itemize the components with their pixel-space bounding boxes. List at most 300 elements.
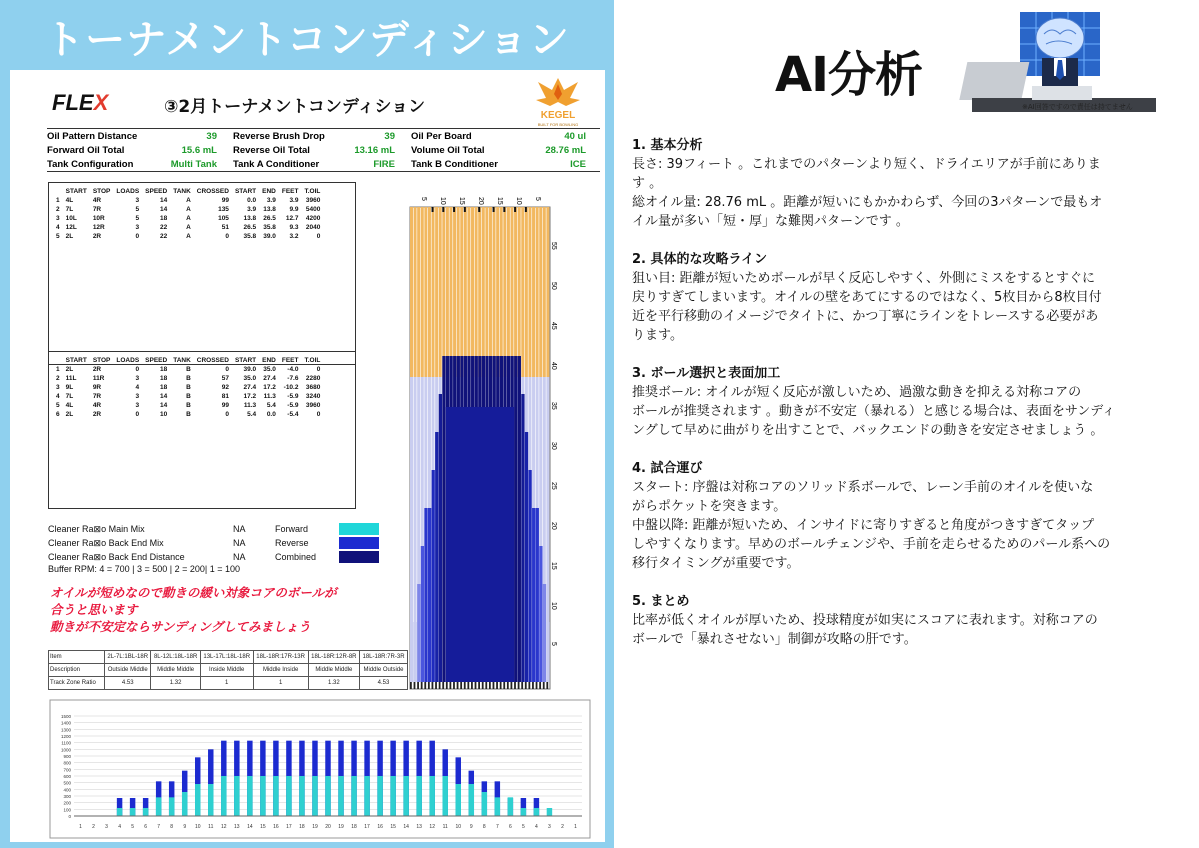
table-cell: B — [186, 384, 191, 391]
note-line: 動きが不安定ならサンディングしてみましょう — [50, 619, 311, 634]
table-cell: 27.4 — [263, 375, 276, 382]
board-reverse-strip — [536, 508, 539, 682]
board-marker — [453, 682, 455, 689]
y-tick-label: 500 — [63, 780, 71, 786]
bar-forward — [195, 784, 200, 816]
ai-analysis-title: AI分析 — [775, 47, 923, 103]
table-cell: 5 — [135, 206, 140, 213]
table-cell: 14 — [159, 393, 168, 400]
board-forward-strip — [453, 207, 456, 377]
param-value: FIRE — [373, 158, 395, 170]
board-forward-strip — [525, 207, 528, 377]
x-tick-label: 5 — [521, 824, 525, 830]
board-forward-strip — [449, 207, 452, 377]
table-row — [53, 196, 323, 205]
cleaner-label: Cleaner Ra⊠o Main Mix — [48, 523, 145, 534]
section-line: 近を平行移動のイメージでタイトに、かつ丁寧にラインをトレースする必要があ — [632, 309, 1099, 324]
table-cell: -5.4 — [287, 411, 299, 418]
param-label: Volume Oil Total — [411, 144, 485, 156]
board-forward-strip — [478, 207, 481, 377]
table-cell: 1 — [56, 366, 60, 373]
table-cell: A — [186, 206, 191, 213]
distance-tick: 50 — [550, 282, 557, 290]
table-cell: 11R — [92, 375, 105, 382]
bar-forward — [456, 784, 461, 816]
x-tick-label: 8 — [170, 824, 174, 830]
condition-sheet — [10, 70, 605, 842]
table-header-row — [53, 187, 323, 196]
target-arrow — [514, 207, 516, 212]
table-cell: 5.4 — [247, 411, 257, 418]
board-tick: 10 — [439, 197, 446, 205]
table-cell: 3 — [135, 402, 140, 409]
section-line: ります。 — [632, 328, 683, 343]
table-row — [53, 383, 323, 392]
board-forward-strip — [511, 207, 514, 377]
section-line: スタート: 序盤は対称コアのソリッド系ボールで、レーン手前のオイルを使いな — [632, 480, 1094, 495]
bar-forward — [547, 808, 552, 816]
bar-forward — [234, 776, 239, 816]
zone-cell: Middle Inside — [253, 664, 308, 677]
legend-label: Reverse — [275, 538, 309, 548]
column-header: SPEED — [145, 188, 168, 195]
section-line: ボールで「暴れさせない」制御が攻略の肝です。 — [632, 632, 917, 647]
target-arrow — [464, 207, 466, 212]
x-tick-label: 2 — [92, 824, 95, 830]
board-marker — [424, 682, 426, 689]
table-cell: 5 — [56, 402, 60, 409]
table-cell: 22 — [159, 233, 168, 240]
sheet-title: ③2月トーナメントコンディション — [164, 97, 426, 117]
table-cell: 35.8 — [243, 233, 257, 240]
zone-cell: 4.53 — [105, 677, 151, 690]
zone-row — [49, 677, 408, 690]
board-forward-strip — [514, 207, 517, 377]
bar-forward — [221, 776, 226, 816]
table-cell: 17.2 — [243, 393, 257, 400]
cleaner-label: Cleaner Ra⊠o Back End Mix — [48, 537, 164, 548]
y-tick-label: 1000 — [60, 747, 71, 753]
column-header: T.OIL — [304, 188, 321, 195]
board-marker — [482, 682, 484, 689]
table-cell: 2L — [65, 411, 74, 418]
board-marker — [475, 682, 477, 689]
section-line: 中盤以降: 距離が短いため、インサイドに寄りすぎると角度がつきすぎてタップ — [632, 518, 1095, 533]
board-marker — [435, 682, 437, 689]
board-forward-strip — [471, 207, 474, 377]
cleaner-label: Cleaner Ra⊠o Back End Distance — [48, 551, 185, 562]
note-line: 合うと思います — [50, 602, 138, 617]
table-cell: 5.4 — [266, 402, 276, 409]
table-cell: 0.0 — [266, 411, 276, 418]
zone-cell: Middle Middle — [308, 664, 359, 677]
section-line: ングして早めに曲がりを出すことで、バックエンドの動きを安定させましょう 。 — [632, 423, 1104, 438]
target-arrow — [493, 207, 495, 212]
param-value: ICE — [570, 158, 586, 170]
table-cell: 10R — [92, 215, 105, 222]
zone-cell: Inside Middle — [200, 664, 253, 677]
cleaner-value: NA — [233, 538, 246, 548]
column-header: START — [234, 188, 257, 195]
section-line: ボールが推奨されます 。動きが不安定（暴れる）と感じる場合は、表面をサンディ — [632, 404, 1116, 419]
table-cell: 35.0 — [243, 375, 257, 382]
board-forward-strip — [460, 207, 463, 377]
table-cell: 35.0 — [263, 366, 276, 373]
x-tick-label: 17 — [286, 824, 292, 830]
bar-forward — [403, 776, 408, 816]
flex-logo — [52, 90, 108, 116]
board-marker — [521, 682, 523, 689]
board-forward-strip — [410, 207, 413, 377]
board-reverse-strip — [532, 508, 535, 682]
bar-forward — [495, 797, 500, 816]
board-tick: 20 — [477, 197, 484, 205]
board-tick: 10 — [515, 197, 522, 205]
param-label: Reverse Oil Total — [233, 144, 310, 156]
table-cell: 3 — [135, 393, 140, 400]
bar-forward — [325, 776, 330, 816]
x-tick-label: 7 — [495, 824, 499, 830]
pattern-note — [50, 584, 370, 635]
table-cell: 2R — [92, 366, 102, 373]
table-cell: 57 — [221, 375, 229, 382]
zone-row — [49, 651, 408, 664]
board-marker — [432, 682, 434, 689]
table-cell: 0 — [135, 411, 140, 418]
cleaner-row — [48, 536, 379, 550]
y-tick-label: 300 — [63, 794, 71, 799]
table-cell: 3 — [56, 384, 60, 391]
y-tick-label: 700 — [63, 767, 71, 773]
bar-forward — [469, 784, 474, 816]
table-cell: 14 — [159, 197, 168, 204]
board-reverse-strip — [439, 394, 442, 682]
board-marker — [507, 682, 509, 689]
column-header: CROSSED — [196, 188, 229, 195]
board-reverse-strip — [539, 546, 542, 682]
reverse-pass-table — [48, 351, 356, 509]
x-tick-label: 3 — [548, 824, 551, 830]
zone-cell: 18L-18R:7R-3R — [360, 651, 408, 664]
section-line: 総オイル量: 28.76 mL 。距離が短いにもかかわらず、今回の3パターンで最もオ — [632, 195, 1103, 210]
x-tick-label: 17 — [364, 824, 370, 830]
table-cell: 2280 — [305, 375, 321, 382]
table-cell: 3960 — [305, 402, 321, 409]
zone-cell: Item — [49, 651, 105, 664]
board-forward-strip — [475, 207, 478, 377]
column-header: STOP — [92, 188, 111, 195]
table-cell: B — [186, 402, 191, 409]
target-arrow — [432, 207, 434, 212]
param-cell — [47, 131, 227, 142]
section-line: 長さ: 39フィート 。これまでのパターンより短く、ドライエリアが手前にありま — [632, 157, 1101, 172]
legend-label: Forward — [275, 524, 309, 534]
board-forward-strip — [442, 207, 445, 377]
table-cell: 0 — [316, 233, 321, 240]
zone-row — [49, 664, 408, 677]
table-cell: A — [186, 233, 191, 240]
legend-swatch — [339, 551, 379, 563]
section-line: 推奨ボール: オイルが短く反応が激しいため、過激な動きを抑える対称コアの — [632, 385, 1082, 400]
bar-forward — [299, 776, 304, 816]
board-forward-strip — [428, 207, 431, 377]
board-reverse-strip — [543, 584, 546, 682]
board-reverse-strip — [417, 584, 420, 682]
distance-tick: 10 — [550, 602, 557, 610]
track-zone-table — [48, 650, 408, 690]
board-tick: 5 — [420, 197, 427, 201]
table-row — [53, 365, 323, 374]
bar-forward — [182, 792, 187, 816]
table-cell: 3.9 — [266, 197, 276, 204]
zone-cell: Description — [49, 664, 105, 677]
zone-cell: 1.32 — [151, 677, 200, 690]
x-tick-label: 18 — [351, 824, 357, 830]
table-cell: B — [186, 366, 191, 373]
board-reverse-strip — [410, 622, 413, 682]
x-tick-label: 12 — [429, 824, 435, 830]
board-forward-strip — [518, 207, 521, 377]
y-tick-label: 400 — [63, 787, 71, 793]
table-cell: 9.9 — [289, 206, 299, 213]
board-marker — [460, 682, 462, 689]
table-cell: 9L — [65, 384, 74, 391]
bar-forward — [130, 808, 135, 816]
x-tick-label: 15 — [260, 824, 266, 830]
table-cell: 26.5 — [243, 224, 257, 231]
board-reverse-strip — [435, 432, 438, 682]
table-cell: 2 — [56, 206, 60, 213]
table-cell: 27.4 — [243, 384, 257, 391]
bar-forward — [273, 776, 278, 816]
bar-forward — [390, 776, 395, 816]
table-cell: 3.9 — [289, 197, 299, 204]
table-cell: 2040 — [305, 224, 321, 231]
x-tick-label: 2 — [561, 824, 564, 830]
table-cell: 2 — [56, 375, 60, 382]
note-line: オイルが短めなので動きの緩い対象コアのボールが — [50, 585, 337, 600]
param-cell — [47, 159, 227, 170]
column-header: T.OIL — [304, 357, 321, 364]
column-header: TANK — [173, 188, 191, 195]
table-cell: 0 — [135, 366, 140, 373]
table-cell: 0 — [225, 411, 229, 418]
table-cell: 5 — [135, 215, 140, 222]
board-forward-strip — [464, 207, 467, 377]
cleaner-legend — [48, 522, 379, 564]
section-line: しやすくなります。早めのボールチェンジや、手前を走らせるためのパール系への — [632, 537, 1111, 552]
cleaner-value: NA — [233, 552, 246, 562]
table-cell: 2L — [65, 233, 74, 240]
x-tick-label: 9 — [183, 824, 187, 830]
y-tick-label: 1300 — [60, 727, 71, 733]
table-cell: 3960 — [305, 197, 321, 204]
zone-cell: Track Zone Ratio — [49, 677, 105, 690]
param-value: 39 — [384, 130, 395, 142]
board-forward-strip — [521, 207, 524, 377]
column-header: LOADS — [116, 188, 140, 195]
board-forward-strip — [485, 207, 488, 377]
table-cell: 4200 — [305, 215, 321, 222]
table-cell: 7L — [65, 393, 74, 400]
column-header — [53, 356, 63, 365]
y-tick-label: 1500 — [60, 714, 71, 719]
section-line: 比率が低くオイルが厚いため、投球精度が如実にスコアに表れます。対称コアの — [632, 613, 1098, 628]
zone-cell: 4.53 — [360, 677, 408, 690]
x-tick-label: 4 — [118, 824, 121, 830]
table-cell: 6 — [56, 411, 60, 418]
bar-forward — [416, 776, 421, 816]
board-marker — [449, 682, 451, 689]
table-cell: 0 — [316, 411, 321, 418]
table-cell: 7R — [92, 206, 102, 213]
param-value: 28.76 mL — [545, 144, 586, 156]
column-header: STOP — [92, 357, 111, 364]
table-cell: 4 — [135, 384, 140, 391]
zone-cell: 1.32 — [308, 677, 359, 690]
table-cell: 3.9 — [247, 206, 257, 213]
y-tick-label: 600 — [63, 774, 71, 779]
oil-volume-bar-chart — [50, 700, 590, 838]
param-value: 13.16 mL — [354, 144, 395, 156]
legend-swatch — [339, 523, 379, 535]
board-tick: 15 — [496, 197, 503, 205]
x-tick-label: 3 — [105, 824, 108, 830]
table-cell: 7L — [65, 206, 74, 213]
target-arrow — [442, 207, 444, 212]
analysis-section — [632, 459, 1178, 573]
table-cell: 18 — [159, 366, 168, 373]
param-label: Oil Pattern Distance — [47, 130, 138, 142]
table-cell: 39.0 — [243, 366, 257, 373]
x-tick-label: 1 — [79, 824, 82, 830]
table-cell: B — [186, 375, 191, 382]
table-cell: 11.3 — [263, 393, 276, 400]
ai-robot-illustration — [972, 12, 1156, 116]
board-reverse-strip — [546, 622, 549, 682]
board-reverse-strip — [528, 470, 531, 682]
x-tick-label: 6 — [144, 824, 148, 830]
zone-cell: Middle Outside — [360, 664, 408, 677]
param-value: Multi Tank — [170, 158, 217, 170]
table-cell: 2R — [92, 411, 102, 418]
section-heading: 1. 基本分析 — [632, 138, 703, 153]
table-cell: 3.2 — [289, 233, 299, 240]
bar-forward — [482, 792, 487, 816]
x-tick-label: 1 — [574, 824, 577, 830]
bar-forward — [534, 808, 539, 816]
legend-label: Combined — [275, 552, 317, 562]
column-header: SPEED — [145, 357, 168, 364]
param-row — [47, 129, 600, 143]
chart-frame — [50, 700, 590, 838]
section-line: 移行タイミングが重要です。 — [632, 556, 800, 571]
zone-cell: 1 — [253, 677, 308, 690]
column-header: FEET — [281, 188, 299, 195]
board-forward-strip — [424, 207, 427, 377]
bar-forward — [208, 784, 213, 816]
target-arrow — [503, 207, 505, 212]
ai-analysis-body — [632, 136, 1178, 668]
param-cell — [227, 145, 405, 156]
table-cell: 99 — [221, 197, 229, 204]
board-marker — [532, 682, 534, 689]
table-cell: -10.2 — [283, 384, 299, 391]
table-cell: 22 — [159, 224, 168, 231]
table-cell: 4 — [56, 393, 60, 400]
table-cell: 12R — [92, 224, 105, 231]
y-tick-label: 900 — [63, 754, 71, 759]
param-cell — [405, 131, 600, 142]
column-header: FEET — [281, 357, 299, 364]
board-forward-strip — [457, 207, 460, 377]
column-header: START — [234, 357, 257, 364]
table-cell: -4.0 — [287, 366, 299, 373]
table-cell: 18 — [159, 375, 168, 382]
y-tick-label: 200 — [63, 800, 71, 806]
table-cell: 7R — [92, 393, 102, 400]
bar-forward — [143, 808, 148, 816]
table-cell: 18 — [159, 384, 168, 391]
ai-brain-robot-icon — [972, 12, 1156, 116]
board-forward-strip — [546, 207, 549, 377]
y-tick-label: 800 — [63, 760, 71, 766]
param-cell — [405, 159, 600, 170]
param-row — [47, 143, 600, 157]
board-marker — [514, 682, 516, 689]
table-header-row — [53, 356, 323, 365]
cleaner-value: NA — [233, 524, 246, 534]
board-reverse-strip — [525, 432, 528, 682]
bar-forward — [247, 776, 252, 816]
section-line: 狙い目: 距離が短いためボールが早く反応しやすく、外側にミスをするとすぐに — [632, 271, 1095, 286]
buffer-rpm: Buffer RPM: 4 = 700 | 3 = 500 | 2 = 200| 1 = 100 — [48, 564, 240, 574]
board-forward-strip — [489, 207, 492, 377]
table-row — [53, 410, 323, 419]
board-forward-strip — [467, 207, 470, 377]
section-line: イル量が多い「短・厚」な難関パターンです 。 — [632, 214, 909, 229]
table-cell: -7.6 — [287, 375, 299, 382]
x-tick-label: 15 — [390, 824, 396, 830]
tournament-title: トーナメントコンディション — [44, 17, 570, 63]
board-marker — [439, 682, 441, 689]
target-arrow — [525, 207, 527, 212]
board-marker — [457, 682, 459, 689]
board-marker — [518, 682, 520, 689]
table-cell: 13.8 — [243, 215, 257, 222]
section-heading: 3. ボール選択と表面加工 — [632, 366, 781, 381]
board-forward-strip — [500, 207, 503, 377]
board-marker — [478, 682, 480, 689]
x-tick-label: 16 — [377, 824, 383, 830]
table-cell: 3 — [135, 224, 140, 231]
bar-forward — [156, 797, 161, 816]
param-label: Tank B Conditioner — [411, 158, 498, 170]
table-cell: 39.0 — [263, 233, 276, 240]
table-cell: 11L — [65, 375, 77, 382]
x-tick-label: 5 — [131, 824, 135, 830]
flex-x-mark: X — [93, 90, 109, 115]
board-reverse-strip — [421, 546, 424, 682]
table-row — [53, 392, 323, 401]
table-cell: 135 — [218, 206, 229, 213]
bar-forward — [286, 776, 291, 816]
cleaner-row — [48, 522, 379, 536]
board-marker — [503, 682, 505, 689]
board-reverse-strip — [518, 356, 521, 682]
board-marker — [496, 682, 498, 689]
table-cell: 3680 — [305, 384, 321, 391]
